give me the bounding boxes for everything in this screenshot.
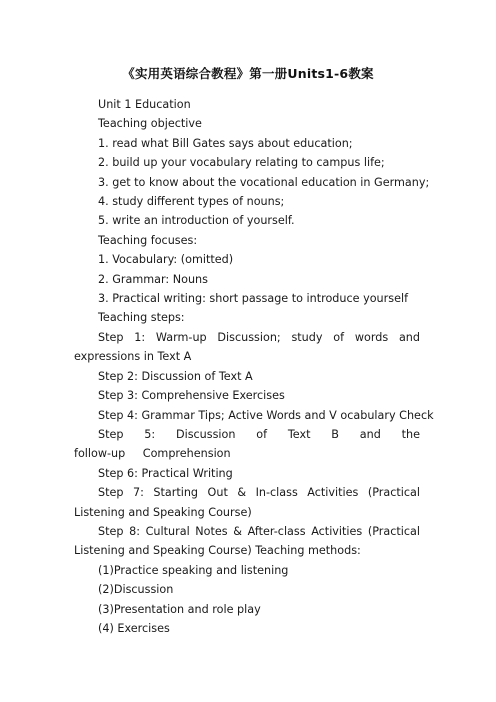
- section-heading-focuses: Teaching focuses:: [98, 233, 198, 247]
- unit-heading: Unit 1 Education: [98, 98, 191, 111]
- objective-item: 4. study different types of nouns;: [98, 195, 285, 209]
- section-heading-steps: Teaching steps:: [98, 311, 185, 325]
- objective-item: 1. read what Bill Gates says about education;: [98, 136, 353, 150]
- focus-item: 3. Practical writing: short passage to introduce yourself: [98, 292, 409, 306]
- document-body: [74, 95, 434, 638]
- step-item: Step 8: Cultural Notes & After-class Activities (Practical Listening and Speaking Course) Teaching methods:: [74, 524, 420, 558]
- focus-item: 2. Grammar: Nouns: [98, 272, 208, 286]
- step-item: Step 7: Starting Out & In-class Activities (Practical Listening and Speaking Course): [74, 486, 420, 519]
- step-item: Step 1: Warm-up Discussion; study of words and expressions in Text A: [74, 330, 420, 364]
- objective-item: 3. get to know about the vocational education in Germany;: [98, 175, 430, 189]
- section-heading-objective: Teaching objective: [98, 117, 202, 131]
- method-item: (4) Exercises: [98, 621, 170, 635]
- step-item: Step 2: Discussion of Text A: [98, 369, 253, 383]
- method-item: (3)Presentation and role play: [98, 602, 261, 616]
- objective-item: 5. write an introduction of yourself.: [98, 214, 295, 228]
- objective-item: 2. build up your vocabulary relating to campus life;: [98, 156, 385, 170]
- method-item: (1)Practice speaking and listening: [98, 563, 289, 577]
- step-item: Step 4: Grammar Tips; Active Words and V ocabulary Check: [98, 408, 434, 422]
- focus-item: 1. Vocabulary: (omitted): [98, 253, 234, 267]
- step-item: Step 3: Comprehensive Exercises: [98, 389, 285, 403]
- method-item: (2)Discussion: [98, 583, 174, 597]
- document-title: 《实用英语综合教程》第一册Units1-6教案: [122, 66, 374, 81]
- step-item: Step 5: Discussion of Text B and the follow-up Comprehension: [74, 427, 420, 461]
- step-item: Step 6: Practical Writing: [98, 466, 233, 480]
